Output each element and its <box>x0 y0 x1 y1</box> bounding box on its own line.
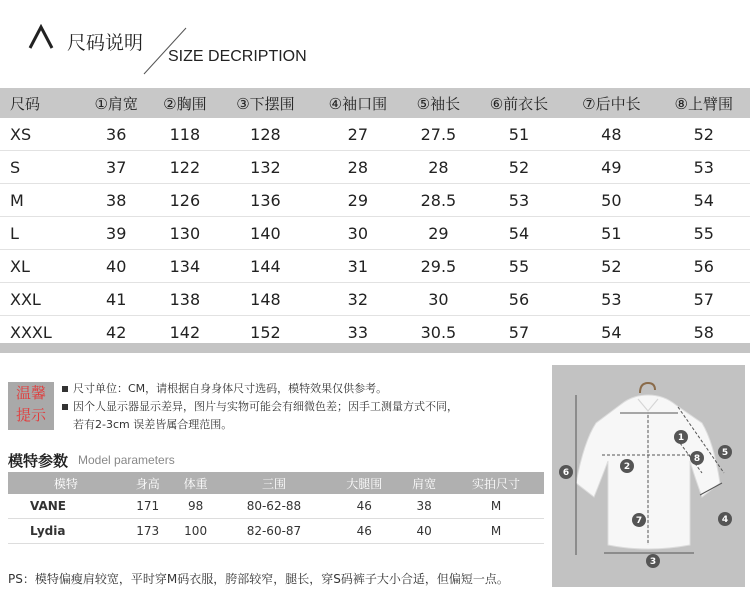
size-value-cell: 52 <box>658 118 750 151</box>
model-value-cell: 100 <box>172 519 220 544</box>
size-value-cell: 144 <box>219 250 311 283</box>
size-value-cell: 54 <box>658 184 750 217</box>
size-value-cell: 40 <box>82 250 151 283</box>
size-value-cell: 33 <box>312 316 404 349</box>
size-value-cell: 30 <box>312 217 404 250</box>
size-value-cell: 28 <box>312 151 404 184</box>
size-value-cell: 140 <box>219 217 311 250</box>
model-value-cell: 38 <box>400 494 448 519</box>
size-value-cell: 51 <box>565 217 657 250</box>
size-value-cell: 31 <box>312 250 404 283</box>
size-value-cell: 134 <box>151 250 220 283</box>
model-value-cell: 46 <box>328 494 400 519</box>
header-cell: 模特 <box>8 472 124 494</box>
size-row <box>0 217 750 250</box>
shirt-diagram-svg <box>552 365 745 587</box>
header-cell: 实拍尺寸 <box>448 472 544 494</box>
size-table-header <box>0 88 750 118</box>
header-cell: 尺码 <box>0 88 82 118</box>
header-cell: ⑧上臂围 <box>658 88 750 118</box>
header-cell: 肩宽 <box>400 472 448 494</box>
tips-text <box>62 380 458 434</box>
size-label-cell: XXL <box>0 283 82 316</box>
tips-badge-line1: 温馨 <box>15 384 46 402</box>
size-row <box>0 151 750 184</box>
marker-3: 3 <box>649 557 657 567</box>
size-row <box>0 250 750 283</box>
size-value-cell: 30 <box>404 283 473 316</box>
size-value-cell: 49 <box>565 151 657 184</box>
size-value-cell: 28.5 <box>404 184 473 217</box>
size-value-cell: 52 <box>565 250 657 283</box>
tips-badge <box>8 382 54 430</box>
size-value-cell: 29 <box>312 184 404 217</box>
size-value-cell: 53 <box>473 184 565 217</box>
tip-line-3: 若有2-3cm 误差皆属合理范围。 <box>73 418 233 431</box>
size-value-cell: 30.5 <box>404 316 473 349</box>
size-value-cell: 36 <box>82 118 151 151</box>
model-row <box>8 519 544 544</box>
bullet-icon <box>62 404 68 410</box>
title-chinese: 尺码说明 <box>67 32 144 54</box>
size-value-cell: 55 <box>658 217 750 250</box>
size-value-cell: 138 <box>151 283 220 316</box>
size-value-cell: 58 <box>658 316 750 349</box>
size-label-cell: L <box>0 217 82 250</box>
size-row <box>0 118 750 151</box>
model-value-cell: 173 <box>124 519 172 544</box>
size-value-cell: 152 <box>219 316 311 349</box>
size-value-cell: 28 <box>404 151 473 184</box>
size-value-cell: 57 <box>473 316 565 349</box>
marker-5: 5 <box>721 448 729 458</box>
header-cell: 三围 <box>220 472 329 494</box>
size-row <box>0 184 750 217</box>
model-table <box>8 472 544 544</box>
section-divider-bar <box>0 343 750 353</box>
size-label-cell: S <box>0 151 82 184</box>
size-value-cell: 53 <box>565 283 657 316</box>
size-value-cell: 53 <box>658 151 750 184</box>
model-value-cell: 80-62-88 <box>220 494 329 519</box>
header-cell: ⑦后中长 <box>565 88 657 118</box>
size-value-cell: 54 <box>473 217 565 250</box>
header-cell: ⑤袖长 <box>404 88 473 118</box>
size-value-cell: 142 <box>151 316 220 349</box>
size-value-cell: 32 <box>312 283 404 316</box>
header-cell: ⑥前衣长 <box>473 88 565 118</box>
size-value-cell: 29.5 <box>404 250 473 283</box>
model-value-cell: 40 <box>400 519 448 544</box>
header-cell: ④袖口围 <box>312 88 404 118</box>
model-table-header <box>8 472 544 494</box>
header-cell: ②胸围 <box>151 88 220 118</box>
size-value-cell: 132 <box>219 151 311 184</box>
size-value-cell: 51 <box>473 118 565 151</box>
hanger-icon <box>640 383 655 393</box>
size-value-cell: 56 <box>473 283 565 316</box>
model-value-cell: 171 <box>124 494 172 519</box>
size-value-cell: 38 <box>82 184 151 217</box>
tip-line-1: 尺寸单位：CM，请根据自身身体尺寸选码，模特效果仅供参考。 <box>73 382 388 395</box>
model-name-cell: Lydia <box>8 519 124 544</box>
header-cell: 体重 <box>172 472 220 494</box>
header-cell: ③下摆围 <box>219 88 311 118</box>
size-value-cell: 41 <box>82 283 151 316</box>
size-label-cell: M <box>0 184 82 217</box>
size-value-cell: 128 <box>219 118 311 151</box>
size-value-cell: 136 <box>219 184 311 217</box>
marker-1: 1 <box>677 433 685 443</box>
marker-2: 2 <box>623 462 631 472</box>
model-section-title: 模特参数 <box>8 452 69 470</box>
model-value-cell: 98 <box>172 494 220 519</box>
size-value-cell: 52 <box>473 151 565 184</box>
size-value-cell: 148 <box>219 283 311 316</box>
size-table <box>0 88 750 349</box>
size-value-cell: 130 <box>151 217 220 250</box>
size-value-cell: 39 <box>82 217 151 250</box>
garment-measurement-diagram <box>552 365 745 587</box>
size-value-cell: 27.5 <box>404 118 473 151</box>
size-value-cell: 27 <box>312 118 404 151</box>
size-value-cell: 126 <box>151 184 220 217</box>
size-value-cell: 54 <box>565 316 657 349</box>
size-value-cell: 50 <box>565 184 657 217</box>
marker-8: 8 <box>693 454 701 464</box>
header-cell: 身高 <box>124 472 172 494</box>
size-value-cell: 118 <box>151 118 220 151</box>
bullet-icon <box>62 386 68 392</box>
size-value-cell: 37 <box>82 151 151 184</box>
model-section-subtitle: Model parameters <box>78 453 175 467</box>
size-value-cell: 122 <box>151 151 220 184</box>
model-value-cell: 46 <box>328 519 400 544</box>
size-value-cell: 42 <box>82 316 151 349</box>
size-value-cell: 29 <box>404 217 473 250</box>
model-name-cell: VANE <box>8 494 124 519</box>
tips-badge-line2: 提示 <box>15 406 46 424</box>
title-english: SIZE DECRIPTION <box>168 48 307 65</box>
ps-note: PS：模特偏瘦肩较宽，平时穿M码衣服，胯部较窄，腿长，穿S码裤子大小合适，但偏短一点。 <box>8 572 509 586</box>
header-cell: ①肩宽 <box>82 88 151 118</box>
size-label-cell: XS <box>0 118 82 151</box>
header-cell: 大腿围 <box>328 472 400 494</box>
tip-line-2: 因个人显示器显示差异，图片与实物可能会有细微色差；因手工测量方式不同， <box>73 400 458 413</box>
marker-4: 4 <box>721 515 729 525</box>
size-label-cell: XL <box>0 250 82 283</box>
size-value-cell: 55 <box>473 250 565 283</box>
caret-logo-icon <box>28 24 64 50</box>
model-value-cell: M <box>448 494 544 519</box>
size-value-cell: 57 <box>658 283 750 316</box>
model-row <box>8 494 544 519</box>
model-value-cell: M <box>448 519 544 544</box>
model-value-cell: 82-60-87 <box>220 519 329 544</box>
page-header <box>0 0 750 80</box>
size-value-cell: 48 <box>565 118 657 151</box>
size-label-cell: XXXL <box>0 316 82 349</box>
marker-7: 7 <box>635 516 643 526</box>
size-row <box>0 283 750 316</box>
marker-6: 6 <box>562 468 570 478</box>
size-value-cell: 56 <box>658 250 750 283</box>
